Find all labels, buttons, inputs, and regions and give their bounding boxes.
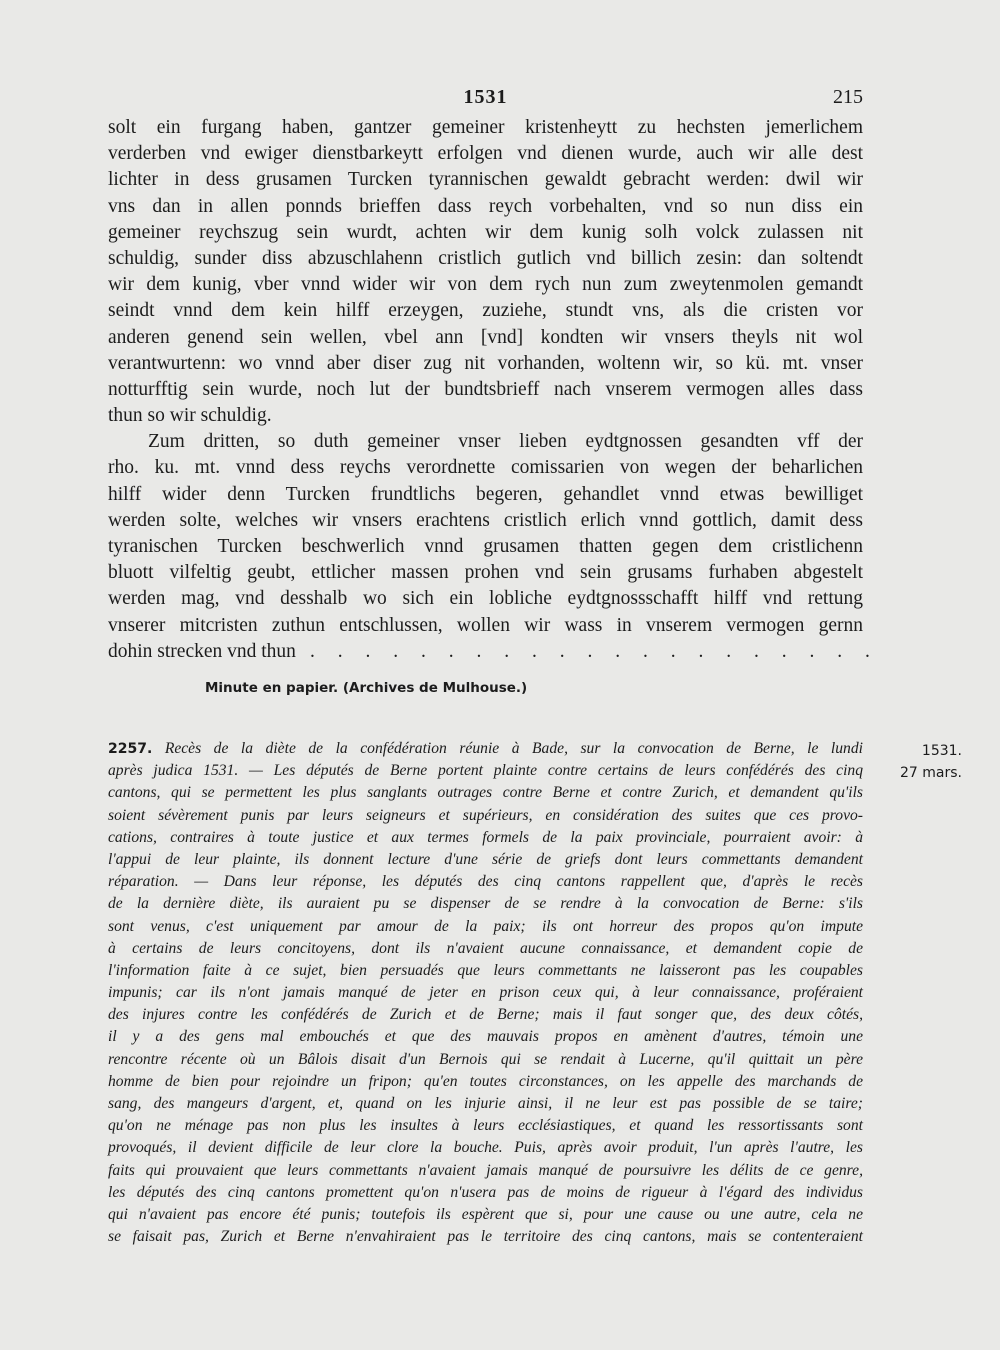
entry-line: il y a des gens mal embouchés et que des mauvais propos en amènent d'autres, témoin une: [108, 1028, 863, 1046]
text-line: schuldig, sunder diss abzuschlahenn cristlich gutlich vnd billich zesin: dan soltendt: [108, 247, 863, 269]
entry-line: rencontre récente où un Bâlois disait d'un Bernois qui se rendait à Lucerne, qu'il quittait un père: [108, 1050, 863, 1068]
text-line: werden mag, vnd desshalb wo sich ein lobliche eydtgnossschafft hilff vnd rettung: [108, 588, 863, 610]
entry-line: des injures contre les confédérés de Zurich et de Berne; mais il faut songer que, des deux côtés,: [108, 1006, 863, 1024]
entry-line: sont venus, c'est uniquement par amour de la paix; ils ont horreur des propos qu'on impute: [108, 917, 863, 935]
ellipsis-dots: . . . . . . . . . . . . . . . . . . . . .: [309, 640, 879, 662]
document-entry: [108, 738, 863, 1248]
text-line: notturfftig sein wurde, noch lut der bundtsbrieff nach vnserem vermogen alles dass: [108, 378, 863, 400]
entry-line: soient sévèrement punis par leurs seigneurs et supérieurs, en considération des suites que ces provo-: [108, 806, 863, 824]
text-line: vnserer mitcristen zuthun entschlussen, wollen wir wass in vnserem vermogen gernn: [108, 614, 863, 636]
text-line: tyranischen Turcken beschwerlich vnnd grusamen thatten gegen dem cristlichenn: [108, 536, 863, 557]
entry-line: cantons, qui se permettent les plus sanglants outrages contre Berne et contre Zurich, et demandent qu'ils: [108, 784, 863, 802]
entry-line: réparation. — Dans leur réponse, les députés des cinq cantons rappellent que, d'après le recès: [108, 873, 863, 891]
entry-line: l'appui de leur plainte, ils donnent lecture d'une série de griefs dont leurs commettants demandent: [108, 850, 863, 868]
text-line: wir dem kunig, vber vnnd wider wir von dem rych nun zum zweytenmolen gemandt: [108, 274, 863, 296]
entry-line: qu'on ne ménage pas non plus les insultes à leurs ecclésiastiques, et quand les ressortissants sont: [108, 1117, 863, 1135]
page-number: 215: [833, 86, 863, 108]
margin-date-year: 1531.: [921, 743, 962, 759]
entry-line: sang, des mangeurs d'argent, et, quand on les injurie ainsi, il ne leur est pas possible de se taire;: [108, 1095, 863, 1112]
text-line: vns dan in allen ponnds brieffen dass reych vorbehalten, vnd so nun diss ein: [108, 195, 863, 217]
entry-line: de la dernière diète, ils auraient pu se dispenser de se rendre à la convocation de Berne: s'ils: [108, 895, 863, 913]
entry-line: après judica 1531. — Les députés de Berne portent plainte contre certains de leurs confédérés des cinq: [108, 762, 863, 780]
text-line-with-ellipsis: [108, 639, 879, 665]
entry-line: faits qui prouvaient que leurs commettants n'avaient jamais manqué de poursuivre les délits de ce genre,: [108, 1161, 863, 1179]
text-line: solt ein furgang haben, gantzer gemeiner kristenheytt zu hechsten jemerlichem: [108, 117, 863, 138]
entry-line: cations, contraires à toute justice et aux termes formels de la paix provinciale, pourraient avoir: à: [108, 828, 863, 846]
paragraph-start-line: Zum dritten, so duth gemeiner vnser lieben eydtgnossen gesandten vff der: [148, 431, 863, 453]
text-line: bluott vilfeltig geubt, ettlicher massen prohen vnd sein grusams furhaben abgestelt: [108, 562, 863, 584]
text-line: lichter in dess grusamen Turcken tyrannischen gewaldt gebracht werden: dwil wir: [108, 169, 863, 191]
entry-title: Recès de la diète de la confédération réunie à Bade, sur la convocation de Berne, le lundi: [164, 740, 863, 757]
text-line: verderben vnd ewiger dienstbarkeytt erfolgen vnd dienen wurde, auch wir alle dest: [108, 143, 863, 165]
entry-line: les députés des cinq cantons promettent qu'on n'usera pas de moins de rigueur à l'égard des individus: [108, 1183, 863, 1201]
entry-line: à certains de leurs concitoyens, dont ils n'avaient aucune connaissance, et demandent copie de: [108, 939, 863, 957]
text-line: verantwurtenn: wo vnnd aber diser zug nit vorhanden, woltenn wir, so kü. mt. vnser: [108, 352, 863, 374]
text-line: gemeiner reychszug sein wurdt, achten wir dem kunig solh volck zulassen nit: [108, 221, 863, 243]
entry-line: l'information faite à ce sujet, bien persuadés que leurs commettants ne laisseront pas les coupables: [108, 961, 863, 979]
margin-date-day: 27 mars.: [900, 765, 962, 781]
entry-line: homme de bien pour rejoindre un fripon; qu'en toutes circonstances, on les appelle des marchands de: [108, 1072, 863, 1090]
text-line: anderen genend sein wellen, vbel ann [vnd] kondten wir vnsers theyls nit wol: [108, 326, 863, 348]
text-line: werden solte, welches wir vnsers erachtens cristlich erlich vnnd gottlich, damit dess: [108, 509, 863, 531]
page-year: 1531: [463, 86, 508, 108]
entry-line: impunis; car ils n'ont jamais manqué de jeter en prison ceux qui, à leur connaissance, proféraient: [108, 984, 863, 1002]
text-line-end: dohin strecken vnd thun: [108, 640, 296, 662]
page-header: [108, 86, 863, 116]
source-note: Minute en papier. (Archives de Mulhouse.): [205, 680, 528, 696]
entry-line: [108, 738, 863, 760]
text-line: hilff wider denn Turcken frundtlichs begeren, gehandlet vnnd etwas bewilliget: [108, 483, 863, 505]
entry-line: se faisait pas, Zurich et Berne n'envahiraient pas le territoire des cinq cantons, mais se contenteraient: [108, 1228, 863, 1246]
text-line: rho. ku. mt. vnnd dess reychs verordnette comissarien von wegen der beharlichen: [108, 457, 863, 479]
entry-number: 2257.: [108, 741, 153, 757]
german-text-block: [108, 115, 879, 665]
entry-line: provoqués, il devient difficile de leur clore la bouche. Puis, après avoir produit, l'un après l'autre, les: [108, 1139, 863, 1157]
text-line: thun so wir schuldig.: [108, 405, 272, 427]
entry-line: qui n'avaient pas encore été punis; toutefois ils espèrent que si, pour une cause ou une autre, cela ne: [108, 1205, 863, 1223]
margin-date-note: [882, 740, 962, 784]
text-line: seindt vnnd dem kein hilff erzeygen, zuziehe, stundt vns, als die cristen vor: [108, 300, 863, 322]
